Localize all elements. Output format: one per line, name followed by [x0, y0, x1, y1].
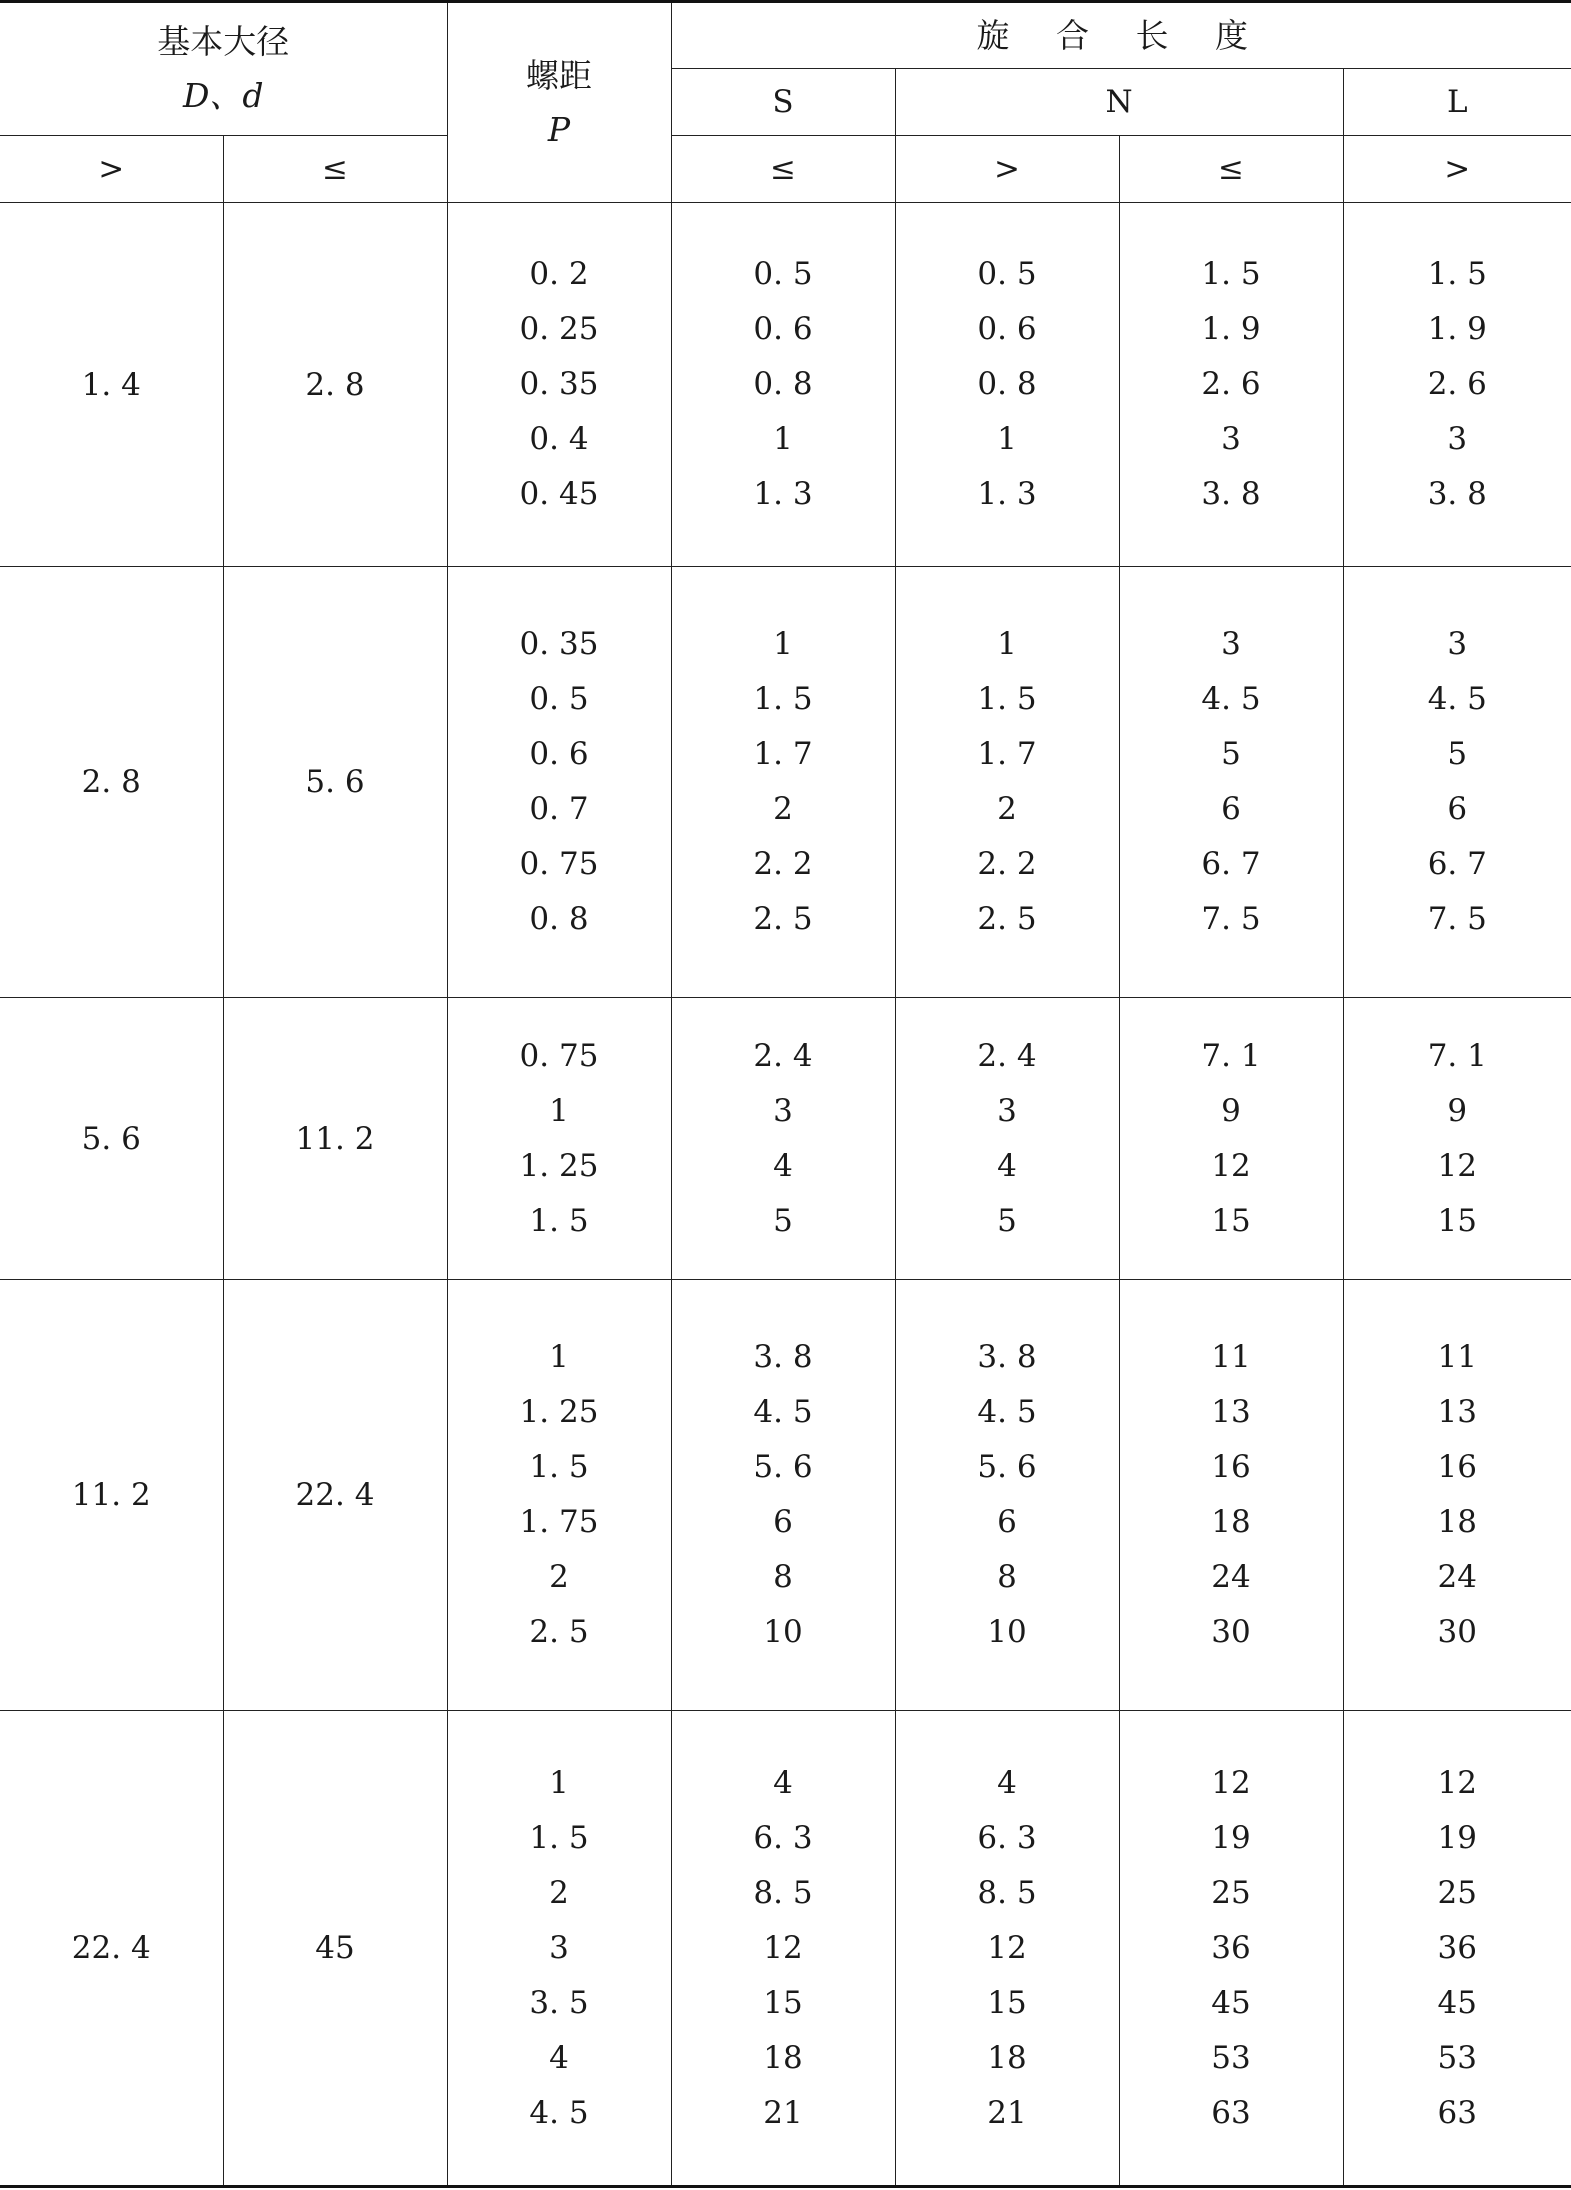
cell-diameter-d-gt: 5. 6 — [0, 998, 223, 1280]
cell-l-gt — [1343, 1711, 1571, 2187]
cell-value: 16 — [1437, 1449, 1477, 1485]
cell-value: 1. 75 — [519, 1504, 599, 1540]
cell-value: 3. 8 — [753, 1339, 813, 1375]
cell-value: 1. 5 — [1427, 256, 1487, 292]
cell-n-gt — [895, 1711, 1119, 2187]
cell-value: 21 — [987, 2094, 1027, 2131]
table-row — [0, 1711, 1571, 2187]
cell-diameter-d-gt: 1. 4 — [0, 203, 223, 567]
cell-diameter-d-le: 45 — [223, 1711, 447, 2187]
cell-value: 15 — [1211, 1202, 1251, 1239]
cell-value: 2. 5 — [529, 1614, 589, 1650]
cell-value: 6 — [1447, 791, 1468, 827]
cell-diameter-d-gt: 2. 8 — [0, 567, 223, 998]
header-length-label: 旋 合 长 度 — [976, 15, 1267, 55]
cell-value: 19 — [1211, 1819, 1251, 1856]
cell-value: 12 — [987, 1929, 1027, 1966]
cell-pitch — [447, 567, 671, 998]
cell-value: 36 — [1437, 1929, 1477, 1966]
cell-value: 0. 45 — [519, 476, 599, 512]
cell-value: 53 — [1437, 2039, 1477, 2076]
cell-l-gt — [1343, 998, 1571, 1280]
cell-n-le — [1119, 567, 1343, 998]
cell-value: 4 — [549, 2039, 569, 2076]
cell-value: 5 — [1447, 736, 1468, 772]
header-pitch-label: 螺距 — [526, 55, 592, 95]
cell-value: 1. 9 — [1201, 311, 1261, 347]
cell-value: 1. 7 — [753, 736, 813, 772]
cell-value: 7. 5 — [1427, 901, 1487, 937]
cell-value: 8 — [997, 1559, 1017, 1595]
cell-value: 4 — [997, 1147, 1017, 1184]
cell-value: 0. 6 — [753, 311, 813, 347]
cell-value: 3. 8 — [977, 1339, 1037, 1375]
header-op-l-gt: > — [1343, 136, 1571, 203]
cell-n-le — [1119, 1280, 1343, 1711]
cell-s-le — [671, 1280, 895, 1711]
cell-value: 11 — [1437, 1339, 1477, 1375]
cell-value: 0. 8 — [977, 366, 1037, 402]
header-op-diameter-gt: > — [0, 136, 223, 203]
cell-value: 15 — [1437, 1202, 1477, 1239]
cell-value: 6 — [997, 1504, 1017, 1540]
cell-value: 10 — [763, 1614, 803, 1650]
cell-value: 5 — [997, 1202, 1017, 1239]
cell-value: 6 — [773, 1504, 793, 1540]
header-op-n-le: ≤ — [1119, 136, 1343, 203]
header-engagement-length — [671, 2, 1571, 69]
cell-pitch — [447, 203, 671, 567]
cell-value: 24 — [1437, 1559, 1477, 1595]
cell-value: 3 — [549, 1929, 569, 1966]
cell-value: 1 — [997, 421, 1017, 457]
cell-value: 25 — [1437, 1874, 1477, 1911]
cell-value: 3 — [1447, 421, 1468, 457]
cell-value: 1 — [549, 1092, 569, 1129]
cell-value: 15 — [987, 1984, 1027, 2021]
table-row — [0, 203, 1571, 567]
cell-value: 53 — [1211, 2039, 1251, 2076]
cell-s-le — [671, 203, 895, 567]
cell-value: 1. 25 — [519, 1147, 599, 1184]
cell-value: 12 — [1437, 1764, 1477, 1801]
cell-value: 0. 6 — [977, 311, 1037, 347]
cell-value: 4. 5 — [1201, 681, 1261, 717]
cell-value: 2. 4 — [753, 1037, 813, 1074]
header-op-s-le: ≤ — [671, 136, 895, 203]
cell-value: 18 — [1211, 1504, 1251, 1540]
cell-value: 19 — [1437, 1819, 1477, 1856]
cell-value: 0. 5 — [529, 681, 589, 717]
cell-n-gt — [895, 1280, 1119, 1711]
cell-value: 5. 6 — [977, 1449, 1037, 1485]
cell-value: 4. 5 — [1427, 681, 1487, 717]
cell-value: 4. 5 — [529, 2094, 589, 2131]
cell-value: 13 — [1211, 1394, 1251, 1430]
cell-value: 3 — [997, 1092, 1017, 1129]
cell-value: 2 — [997, 791, 1017, 827]
cell-s-le — [671, 1711, 895, 2187]
cell-value: 0. 75 — [519, 846, 599, 882]
cell-value: 12 — [1211, 1764, 1251, 1801]
cell-value: 4 — [773, 1147, 793, 1184]
cell-value: 2 — [549, 1559, 569, 1595]
header-pitch — [447, 2, 671, 203]
cell-value: 0. 4 — [529, 421, 589, 457]
cell-value: 8. 5 — [977, 1874, 1037, 1911]
cell-value: 9 — [1221, 1092, 1241, 1129]
cell-value: 10 — [987, 1614, 1027, 1650]
cell-value: 0. 6 — [529, 736, 589, 772]
cell-diameter-d-gt: 11. 2 — [0, 1280, 223, 1711]
cell-value: 1. 5 — [529, 1449, 589, 1485]
cell-value: 63 — [1437, 2094, 1477, 2131]
cell-pitch — [447, 1711, 671, 2187]
cell-diameter-d-gt: 22. 4 — [0, 1711, 223, 2187]
cell-value: 1. 5 — [529, 1819, 589, 1856]
cell-value: 2. 4 — [977, 1037, 1037, 1074]
cell-value: 2. 5 — [753, 901, 813, 937]
cell-value: 1. 25 — [519, 1394, 599, 1430]
header-pitch-symbol: P — [547, 109, 571, 149]
cell-value: 1. 5 — [529, 1202, 589, 1239]
cell-value: 12 — [1211, 1147, 1251, 1184]
cell-value: 1 — [549, 1339, 569, 1375]
cell-value: 4. 5 — [753, 1394, 813, 1430]
cell-value: 18 — [987, 2039, 1027, 2076]
header-diameter-symbol: D、d — [182, 76, 264, 115]
header-op-diameter-le: ≤ — [223, 136, 447, 203]
cell-value: 6. 7 — [1201, 846, 1261, 882]
cell-value: 3. 8 — [1201, 476, 1261, 512]
cell-value: 4 — [997, 1764, 1017, 1801]
cell-n-gt — [895, 998, 1119, 1280]
cell-value: 8. 5 — [753, 1874, 813, 1911]
cell-value: 3. 8 — [1427, 476, 1487, 512]
cell-n-le — [1119, 1711, 1343, 2187]
cell-value: 0. 35 — [519, 366, 599, 402]
cell-value: 1 — [773, 626, 793, 662]
cell-value: 16 — [1211, 1449, 1251, 1485]
cell-value: 25 — [1211, 1874, 1251, 1911]
cell-value: 6. 7 — [1427, 846, 1487, 882]
cell-s-le — [671, 567, 895, 998]
cell-value: 3 — [1221, 421, 1241, 457]
cell-l-gt — [1343, 1280, 1571, 1711]
table-row — [0, 1280, 1571, 1711]
cell-value: 0. 5 — [753, 256, 813, 292]
cell-value: 9 — [1447, 1092, 1468, 1129]
cell-value: 0. 75 — [519, 1037, 599, 1074]
cell-value: 1 — [773, 421, 793, 457]
cell-value: 0. 35 — [519, 626, 599, 662]
cell-value: 45 — [1437, 1984, 1477, 2021]
cell-value: 1. 3 — [977, 476, 1037, 512]
cell-value: 4. 5 — [977, 1394, 1037, 1430]
cell-pitch — [447, 998, 671, 1280]
header-group-l: L — [1343, 69, 1571, 136]
cell-value: 1 — [997, 626, 1017, 662]
cell-value: 7. 5 — [1201, 901, 1261, 937]
cell-value: 63 — [1211, 2094, 1251, 2131]
cell-value: 12 — [763, 1929, 803, 1966]
cell-value: 2 — [773, 791, 793, 827]
cell-value: 6. 3 — [977, 1819, 1037, 1856]
cell-value: 2. 2 — [977, 846, 1037, 882]
cell-value: 21 — [763, 2094, 803, 2131]
cell-value: 1. 9 — [1427, 311, 1487, 347]
cell-value: 18 — [1437, 1504, 1477, 1540]
cell-diameter-d-le: 5. 6 — [223, 567, 447, 998]
cell-value: 2. 6 — [1201, 366, 1261, 402]
cell-value: 7. 1 — [1201, 1037, 1261, 1074]
cell-value: 6. 3 — [753, 1819, 813, 1856]
cell-value: 2 — [549, 1874, 569, 1911]
cell-value: 2. 6 — [1427, 366, 1487, 402]
cell-value: 1. 7 — [977, 736, 1037, 772]
cell-value: 0. 25 — [519, 311, 599, 347]
cell-value: 1 — [549, 1764, 569, 1801]
cell-value: 15 — [763, 1984, 803, 2021]
cell-s-le — [671, 998, 895, 1280]
cell-value: 24 — [1211, 1559, 1251, 1595]
cell-value: 36 — [1211, 1929, 1251, 1966]
cell-pitch — [447, 1280, 671, 1711]
cell-value: 5 — [1221, 736, 1241, 772]
cell-value: 1. 5 — [977, 681, 1037, 717]
header-diameter-label: 基本大径 — [157, 22, 290, 61]
cell-value: 18 — [763, 2039, 803, 2076]
cell-value: 6 — [1221, 791, 1241, 827]
cell-diameter-d-le: 11. 2 — [223, 998, 447, 1280]
cell-value: 0. 5 — [977, 256, 1037, 292]
cell-value: 5 — [773, 1202, 793, 1239]
cell-value: 3 — [773, 1092, 793, 1129]
cell-value: 8 — [773, 1559, 793, 1595]
cell-value: 7. 1 — [1427, 1037, 1487, 1074]
cell-value: 5. 6 — [753, 1449, 813, 1485]
cell-diameter-d-le: 22. 4 — [223, 1280, 447, 1711]
header-basic-major-diameter — [0, 2, 447, 136]
cell-value: 2. 2 — [753, 846, 813, 882]
cell-value: 0. 2 — [529, 256, 589, 292]
table-row — [0, 998, 1571, 1280]
cell-value: 1. 5 — [1201, 256, 1261, 292]
cell-n-le — [1119, 203, 1343, 567]
cell-value: 30 — [1437, 1614, 1477, 1650]
header-group-n: N — [895, 69, 1343, 136]
cell-value: 11 — [1211, 1339, 1251, 1375]
cell-l-gt — [1343, 567, 1571, 998]
cell-value: 45 — [1211, 1984, 1251, 2021]
cell-value: 1. 5 — [753, 681, 813, 717]
cell-value: 0. 8 — [529, 901, 589, 937]
cell-value: 13 — [1437, 1394, 1477, 1430]
table-row — [0, 567, 1571, 998]
cell-value: 3 — [1447, 626, 1468, 662]
cell-diameter-d-le: 2. 8 — [223, 203, 447, 567]
cell-value: 12 — [1437, 1147, 1477, 1184]
header-group-s: S — [671, 69, 895, 136]
cell-value: 0. 8 — [753, 366, 813, 402]
cell-value: 1. 3 — [753, 476, 813, 512]
cell-value: 2. 5 — [977, 901, 1037, 937]
cell-value: 30 — [1211, 1614, 1251, 1650]
cell-l-gt — [1343, 203, 1571, 567]
cell-value: 4 — [773, 1764, 793, 1801]
cell-value: 0. 7 — [529, 791, 589, 827]
cell-n-le — [1119, 998, 1343, 1280]
cell-n-gt — [895, 567, 1119, 998]
cell-n-gt — [895, 203, 1119, 567]
header-op-n-gt: > — [895, 136, 1119, 203]
cell-value: 3 — [1221, 626, 1241, 662]
cell-value: 3. 5 — [529, 1984, 589, 2021]
